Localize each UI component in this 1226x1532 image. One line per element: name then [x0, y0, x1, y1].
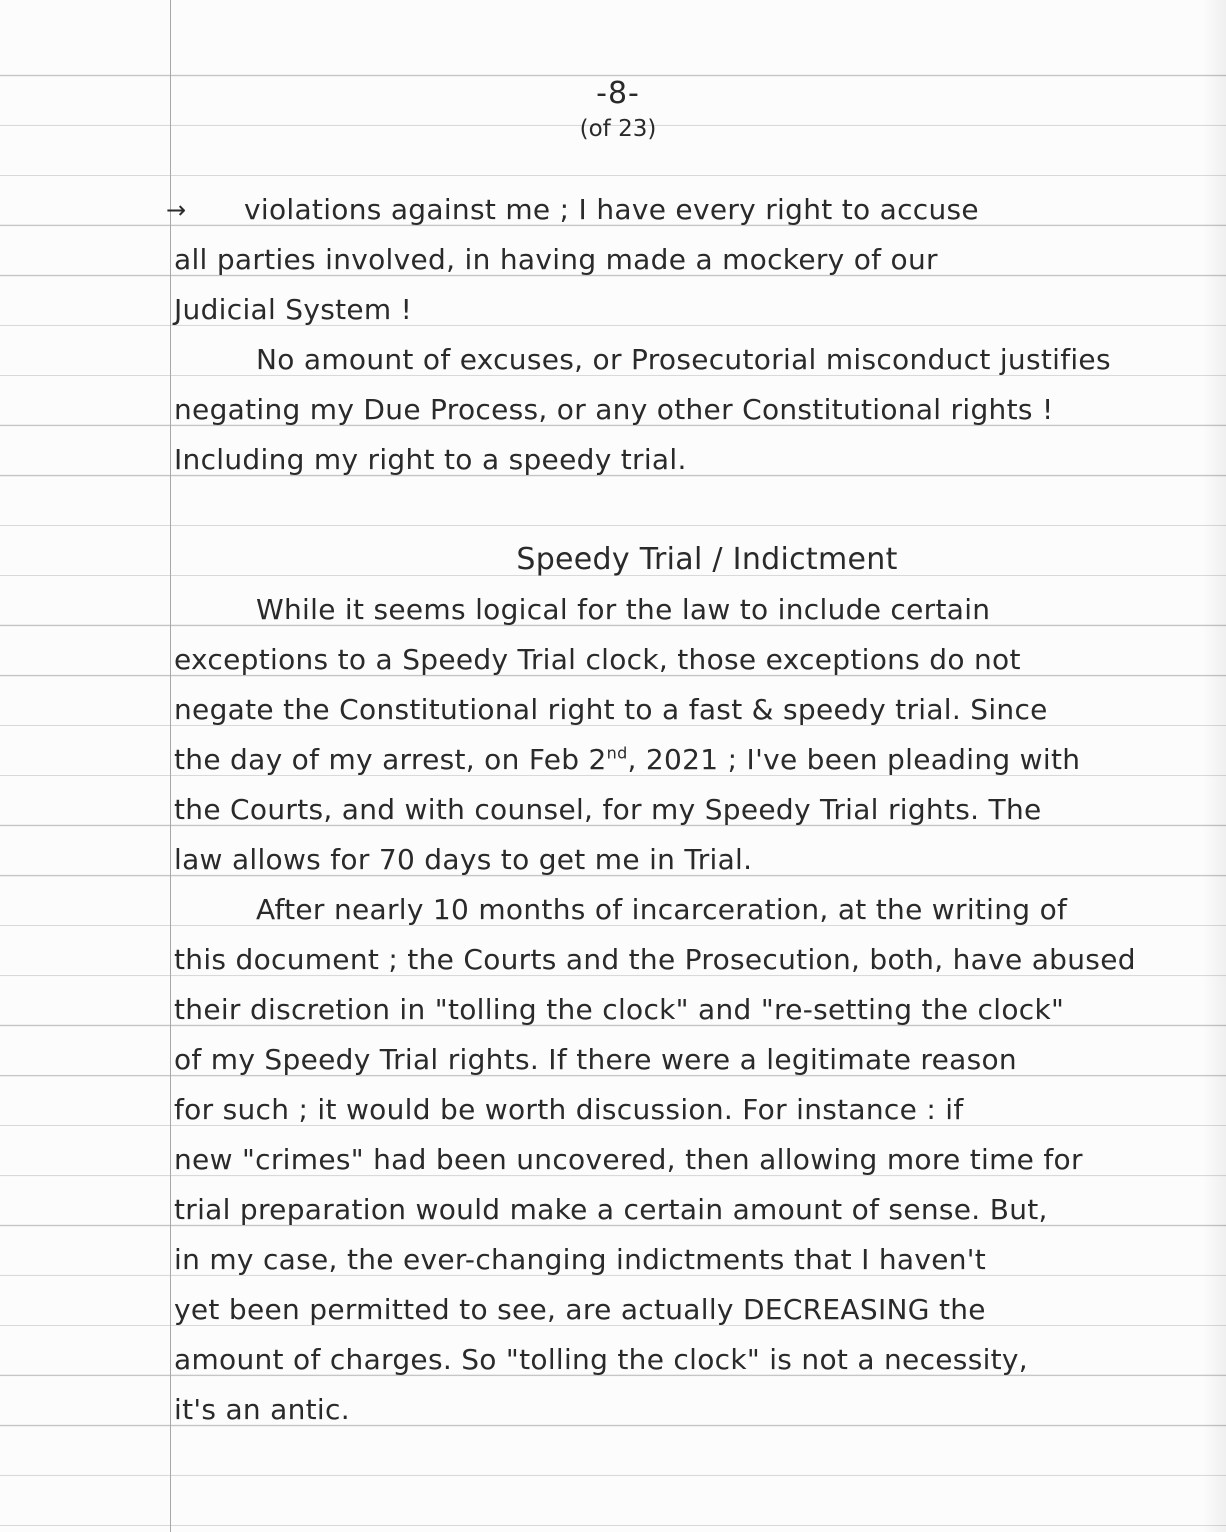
page-number: -8-: [596, 76, 640, 111]
text-line: trial preparation would make a certain amount of sense. But,: [174, 1193, 1048, 1226]
text-line: No amount of excuses, or Prosecutorial misconduct justifies: [256, 343, 1111, 376]
line-text: , 2021 ; I've been pleading with: [627, 743, 1081, 776]
continuation-arrow-icon: →: [166, 196, 187, 224]
text-line: their discretion in "tolling the clock" and "re-setting the clock": [174, 993, 1065, 1026]
text-line: [166, 185, 1194, 235]
text-line: law allows for 70 days to get me in Trial.: [174, 843, 753, 876]
text-line: all parties involved, in having made a mockery of our: [174, 243, 938, 276]
line-text: violations against me ; I have every right to accuse: [244, 193, 979, 226]
section-heading: Speedy Trial / Indictment: [516, 542, 898, 577]
text-line: in my case, the ever-changing indictments that I haven't: [174, 1243, 987, 1276]
line-text: the day of my arrest, on Feb 2: [174, 743, 607, 776]
text-line: Judicial System !: [174, 293, 413, 326]
text-line: new "crimes" had been uncovered, then allowing more time for: [174, 1143, 1083, 1176]
text-line: While it seems logical for the law to include certain: [256, 593, 991, 626]
text-line: it's an antic.: [174, 1393, 350, 1426]
text-line: this document ; the Courts and the Prosecution, both, have abused: [174, 943, 1136, 976]
text-line: amount of charges. So "tolling the clock" is not a necessity,: [174, 1343, 1029, 1376]
text-line: for such ; it would be worth discussion. For instance : if: [174, 1093, 964, 1126]
text-line: yet been permitted to see, are actually DECREASING the: [174, 1293, 986, 1326]
text-line: of my Speedy Trial rights. If there were a legitimate reason: [174, 1043, 1017, 1076]
page-edge-shadow: [1202, 0, 1226, 1532]
handwritten-body: [166, 185, 1194, 1435]
blank-line: [174, 485, 1194, 535]
text-line: negating my Due Process, or any other Constitutional rights !: [174, 393, 1054, 426]
text-line: the Courts, and with counsel, for my Speedy Trial rights. The: [174, 793, 1042, 826]
text-line: negate the Constitutional right to a fast & speedy trial. Since: [174, 693, 1048, 726]
text-line: [174, 735, 1194, 785]
text-line: After nearly 10 months of incarceration, at the writing of: [256, 893, 1068, 926]
text-line: Including my right to a speedy trial.: [174, 443, 687, 476]
text-line: exceptions to a Speedy Trial clock, those exceptions do not: [174, 643, 1021, 676]
page-count: (of 23): [579, 116, 657, 142]
ordinal-suffix: nd: [606, 743, 628, 763]
